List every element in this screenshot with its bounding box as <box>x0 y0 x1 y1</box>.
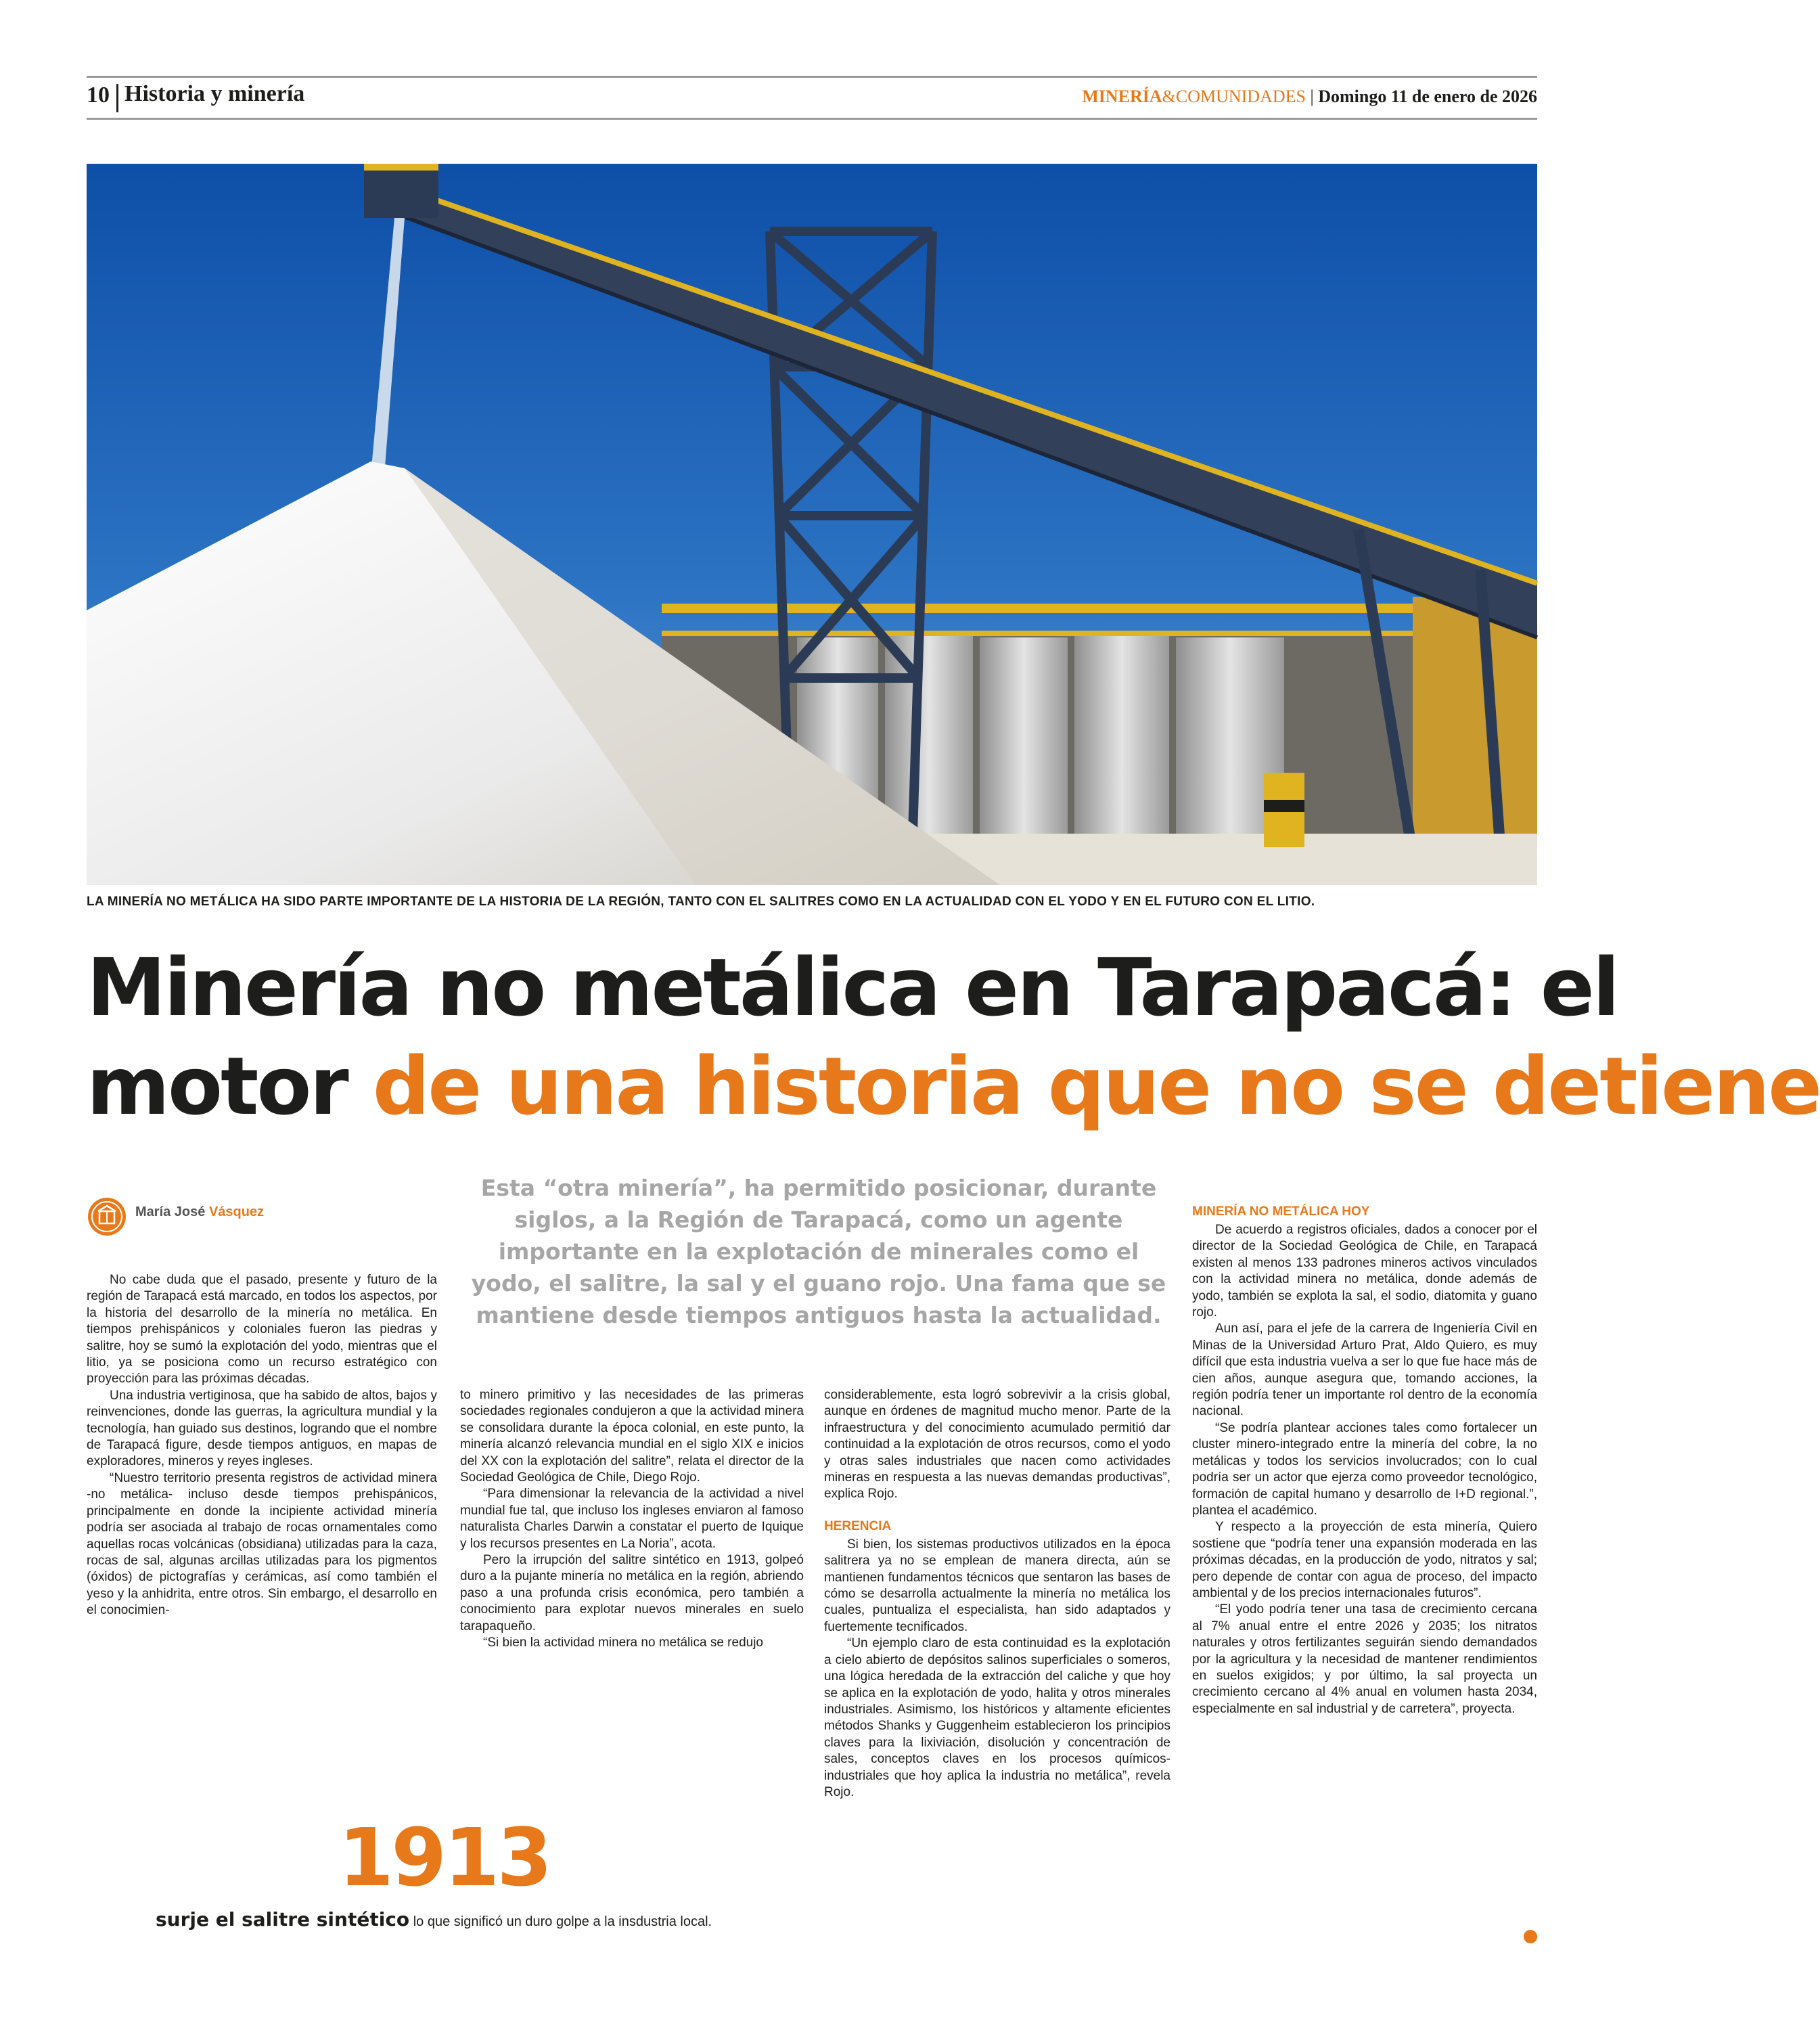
header-rule-bottom <box>87 118 1537 120</box>
header-divider <box>116 84 118 112</box>
headline-line-2 <box>87 1037 1820 1135</box>
paragraph: “Un ejemplo claro de esta continuidad es la explotación a cielo abierto de depósitos salinos superficiales o someros, una lógica heredada de la extracción del caliche y que hoy se aplica en la explotación de yodo, halita y otros minerales industriales. Asimismo, los históricos y altamente eficientes métodos Shanks y Guggenheim establecieron los principios claves para la lixiviación, disolución y concentración de sales, conceptos claves en los procesos químicos-industriales que hoy aplica la industria no metálica”, revela Rojo. <box>824 1636 1170 1799</box>
body-column-4 <box>1192 1204 1537 1717</box>
paragraph: Una industria vertiginosa, que ha sabido de altos, bajos y reinvenciones, donde las guerras, la agricultura mundial y la tecnología, han guiado sus destinos, logrando que el nombre de Tarapacá figure, desde tiempos antiguos, en mapas de exploradores, mineros y reyes ingleses. <box>87 1388 437 1469</box>
author-last-name: Vásquez <box>208 1204 265 1219</box>
paragraph: “Para dimensionar la relevancia de la actividad a nivel mundial fue tal, que incluso los ingleses enviaron al famoso naturalista Charles Darwin a constatar el puerto de Iquique y los recursos presentes en La Noria”, acota. <box>460 1487 804 1551</box>
end-mark-icon <box>1524 1930 1537 1943</box>
yellow-shed <box>1413 597 1537 854</box>
headline <box>87 938 1820 1135</box>
body-column-2 <box>460 1387 804 1652</box>
headline-line-1: Minería no metálica en Tarapacá: el <box>87 941 1618 1034</box>
yellow-railing <box>662 631 1413 636</box>
subheading-mineria-hoy: MINERÍA NO METÁLICA HOY <box>1192 1204 1370 1219</box>
headline-dark-part: motor <box>87 1039 373 1133</box>
paragraph: “Si bien la actividad minera no metálica se redujo <box>483 1636 763 1650</box>
body-column-3 <box>824 1387 1170 1801</box>
photo-caption: LA MINERÍA NO METÁLICA HA SIDO PARTE IMPORTANTE DE LA HISTORIA DE LA REGIÓN, TANTO CON EL SALITRES COMO EN LA ACTUALIDAD CON EL YODO Y EN EL FUTURO CON EL LITIO. <box>87 895 1315 909</box>
deck-summary: Esta “otra minería”, ha permitido posicionar, durante siglos, a la Región de Tarapacá, como un agente importante en la explotación de minerales como el yodo, el salitre, la sal y el guano rojo. Una fama que se mantiene desde tiempos antiguos hasta la actualidad. <box>471 1175 1166 1328</box>
highlight-lead: surje el salitre sintético <box>156 1908 410 1931</box>
paragraph: “Nuestro territorio presenta registros de actividad minera -no metálica- incluso desde tiempos prehispánicos, principalmente en donde la incipiente actividad minería podría ser asociada al trabajo de rocas ornamentales como aquellas rocas volcánicas (obsidiana) utilizadas para la caza, rocas de sal, algunas arcillas utilizadas para los pigmentos (óxidos) de pictografías y cerámicas, así como también el yeso y la anhidrita, entre otros. Sin embargo, el desarrollo en el conocimien- <box>87 1470 437 1618</box>
safety-post-stripe <box>1264 800 1304 812</box>
paragraph: De acuerdo a registros oficiales, dados a conocer por el director de la Sociedad Geológica de Chile, en Tarapacá existen al menos 133 padrones mineros activos vinculados con la actividad minera no metálica, donde además de yodo, también se explota la sal, el sodio, diatomita y guano rojo. <box>1192 1223 1537 1320</box>
body-column-1 <box>87 1272 437 1619</box>
lead-photo <box>87 164 1537 885</box>
paragraph: “El yodo podría tener una tasa de crecimiento cercana al 7% anual entre el entre 2026 y 2035; los nitratos naturales y otros fertilizantes seguirán siendo demandados por la agricultura y la necesidad de mantener rendimientos en suelos exigidos; y por último, la sal proyecta un crecimiento cercano al 4% anual en volumen hasta 2034, especialmente en sal industrial y de carretera”, proyecta. <box>1192 1602 1537 1716</box>
highlight-rest: lo que significó un duro golpe a la insdustria local. <box>409 1914 712 1929</box>
conveyor-head-rail <box>364 164 438 171</box>
masthead: MINERÍA&COMUNIDADES | Domingo 11 de enero de 2026 <box>1082 87 1537 106</box>
yellow-railing <box>662 604 1413 613</box>
headline-orange-part: de una historia que no se detiene <box>372 1039 1820 1133</box>
issue-date: Domingo 11 de enero de 2026 <box>1318 87 1537 106</box>
paragraph: No cabe duda que el pasado, presente y futuro de la región de Tarapacá está marcado, en todos los aspectos, por la historia del desarrollo de la minería no metálica. En tiempos prehispánicos y coloniales fueron las piedras y salitre, hoy se sumó la explotación del yodo, mientras que el litio, ya se posiciona como un recurso estratégico con proyección para las próximas décadas. <box>87 1273 437 1386</box>
header-rule-top <box>87 76 1537 78</box>
paragraph: considerablemente, esta logró sobrevivir a la crisis global, aunque en órdenes de magnitud mucho menor. Parte de la infraestructura y del conocimiento acumulado permitió dar continuidad a la explotación de otros recursos, como el yodo y otras sales industriales que nacen como actividades mineras en respuesta a las nuevas demandas productivas”, explica Rojo. <box>824 1388 1170 1502</box>
byline <box>135 1204 264 1220</box>
paragraph: “Se podría plantear acciones tales como fortalecer un cluster minero-integrado entre la minería del cobre, la no metálicas y todos los servicios involucrados; con lo cual podría ser un actor que ejerza como proveedor tecnológico, formación de capital humano y desarrollo de I+D regional.”, plantea el académico. <box>1192 1420 1537 1518</box>
brand-secondary: &COMUNIDADES <box>1162 87 1306 106</box>
subheading-herencia: HERENCIA <box>824 1518 892 1533</box>
author-logo-icon <box>87 1196 127 1237</box>
paragraph: Y respecto a la proyección de esta minería, Quiero sostiene que “podría tener una expansión moderada en las próximas décadas, en la producción de yodo, nitratos y sal; pero depende de contar con agua de proceso, del impacto ambiental y de los precios internacionales futuros”. <box>1192 1520 1537 1600</box>
conveyor-head <box>364 164 438 218</box>
highlight-year: 1913 <box>338 1811 550 1904</box>
author-first-name: María José <box>135 1204 209 1219</box>
highlight-text <box>156 1908 712 1931</box>
paragraph: Pero la irrupción del salitre sintético en 1913, golpeó duro a la pujante minería no metálica en la región, abriendo paso a una profunda crisis económica, pero también a conocimiento para explotar nuevos minerales en suelo tarapaqueño. <box>460 1553 804 1633</box>
page-number: 10 <box>87 83 110 108</box>
paragraph: to minero primitivo y las necesidades de las primeras sociedades regionales condujeron a que la actividad minera se consolidara durante la época colonial, en este punto, la minería alcanzó relevancia mundial en el siglo XIX e inicios del XX con la explotación del salitre”, relata el director de la Sociedad Geológica de Chile, Diego Rojo. <box>460 1388 804 1485</box>
paragraph: Si bien, los sistemas productivos utilizados en la época salitrera ya no se emplean de manera directa, aún se mantienen fundamentos técnicos que sentaron las bases de cómo se desarrolla actualmente la minería no metálica los cuales, puntualiza el especialista, han sido adaptados y fuertemente tecnificados. <box>824 1537 1170 1634</box>
paragraph: Aun así, para el jefe de la carrera de Ingeniería Civil en Minas de la Universidad Arturo Prat, Aldo Quiero, es muy difícil que esta industria vuelva a ser lo que fue hace más de cien años, aunque asegura que, tomando acciones, la región podría tener un importante rol dentro de la economía nacional. <box>1192 1322 1537 1419</box>
section-title: Historia y minería <box>124 81 305 106</box>
brand-primary: MINERÍA <box>1082 87 1162 106</box>
